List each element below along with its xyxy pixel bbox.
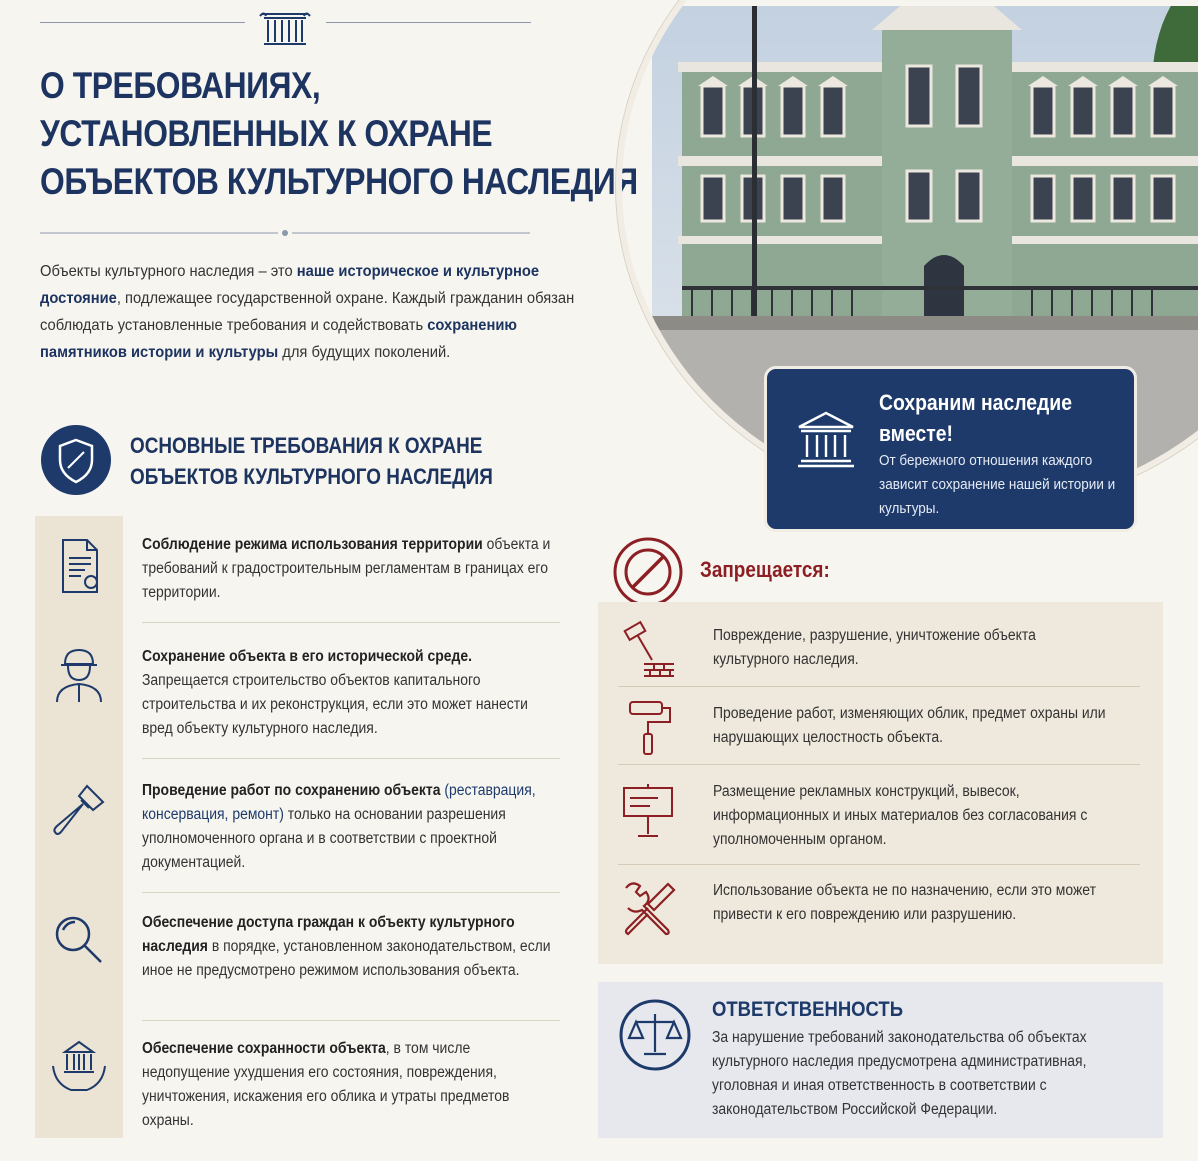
brush-icon xyxy=(49,780,109,840)
requirements-heading: ОСНОВНЫЕ ТРЕБОВАНИЯ К ОХРАНЕ ОБЪЕКТОВ КУЛЬТУРНОГО НАСЛЕДИЯ xyxy=(130,433,493,489)
forbidden-divider xyxy=(618,686,1140,687)
requirement-bold: Обеспечение сохранности объекта xyxy=(142,1040,386,1057)
requirement-blue: (реставрация, консервация, ремонт) xyxy=(142,782,536,823)
magnifier-icon xyxy=(49,910,109,970)
wrench-screwdriver-icon xyxy=(618,878,678,938)
hands-building-icon xyxy=(49,1036,109,1096)
title-line-3: ОБЪЕКТОВ КУЛЬТУРНОГО НАСЛЕДИЯ xyxy=(40,161,638,202)
requirement-text xyxy=(142,911,560,983)
callout-text: От бережного отношения каждого зависит сохранение нашей истории и культуры. xyxy=(879,452,1116,517)
requirement-divider xyxy=(142,1020,560,1021)
forbidden-heading: Запрещается: xyxy=(700,557,830,582)
top-ornament-line-left xyxy=(40,22,245,23)
forbidden-text: Проведение работ, изменяющих облик, предмет охраны или нарушающих целостность объекта. xyxy=(713,705,1106,746)
paint-roller-icon xyxy=(618,698,678,758)
requirement-bold: Соблюдение режима использования территории xyxy=(142,536,483,553)
requirement-bold: Проведение работ по сохранению объекта xyxy=(142,782,441,799)
worker-icon xyxy=(49,644,109,704)
intro-highlight-2: сохранению памятников истории и культуры xyxy=(40,317,518,361)
document-icon xyxy=(49,536,109,596)
requirement-rest: объекта и требований к градостроительным регламентам в границах его территории. xyxy=(142,536,551,601)
forbidden-text: Размещение рекламных конструкций, вывесок, информационных и иных материалов без согласования с уполномоченным органом. xyxy=(713,783,1088,848)
responsibility-text: За нарушение требований законодательства об объектах культурного наследия предусмотрена административная, уголовная и иная ответственность в соответствии с законодательством Российской Федерации. xyxy=(712,1029,1087,1118)
forbidden-text: Использование объекта не по назначению, если это может привести к его повреждению или разрушению. xyxy=(713,882,1096,923)
museum-building-icon xyxy=(795,409,857,471)
requirement-bold: Сохранение объекта в его исторической среде. xyxy=(142,648,473,665)
callout-title: Сохраним наследие вместе! xyxy=(879,390,1072,446)
shield-icon xyxy=(40,424,112,496)
intro-highlight-1: наше историческое и культурное достояние xyxy=(40,263,540,307)
page-title xyxy=(40,62,638,206)
title-line-2: УСТАНОВЛЕННЫХ К ОХРАНЕ xyxy=(40,113,493,154)
requirement-rest: в порядке, установленном законодательством, если иное не предусмотрено режимом использования объекта. xyxy=(142,938,551,979)
scales-icon xyxy=(618,998,692,1072)
requirement-divider xyxy=(142,758,560,759)
requirement-text xyxy=(142,645,560,741)
intro-text-1: Объекты культурного наследия – это xyxy=(40,263,297,280)
requirement-text xyxy=(142,779,560,875)
prohibited-icon xyxy=(612,536,684,608)
requirement-divider xyxy=(142,892,560,893)
forbidden-text: Повреждение, разрушение, уничтожение объекта культурного наследия. xyxy=(713,627,1036,668)
requirement-divider xyxy=(142,622,560,623)
column-icon xyxy=(256,10,314,48)
title-divider xyxy=(40,230,530,236)
billboard-icon xyxy=(618,780,678,840)
requirement-bold: Обеспечение доступа граждан к объекту культурного наследия xyxy=(142,914,515,955)
forbidden-divider xyxy=(618,764,1140,765)
intro-paragraph xyxy=(40,258,579,366)
requirement-rest: , в том числе недопущение ухудшения его состояния, повреждения, уничтожения, искажения его облика и утраты предметов охраны. xyxy=(142,1040,510,1129)
intro-text-2: , подлежащее государственной охране. Каждый гражданин обязан соблюдать установленные требования и содействовать xyxy=(40,290,575,334)
requirement-text xyxy=(142,1037,560,1133)
requirement-rest: Запрещается строительство объектов капитального строительства и их реконструкция, если это может нанести вред объекту культурного наследия. xyxy=(142,672,528,737)
title-line-1: О ТРЕБОВАНИЯХ, xyxy=(40,65,321,106)
responsibility-title: ОТВЕТСТВЕННОСТЬ xyxy=(712,998,904,1021)
hammer-bricks-icon xyxy=(618,620,678,680)
requirement-rest: только на основании разрешения уполномоченного органа и в соответствии с проектной документацией. xyxy=(142,806,506,871)
top-ornament-line-right xyxy=(326,22,531,23)
requirement-text xyxy=(142,533,560,605)
forbidden-divider xyxy=(618,864,1140,865)
intro-text-3: для будущих поколений. xyxy=(278,344,451,361)
callout-card xyxy=(764,366,1137,532)
